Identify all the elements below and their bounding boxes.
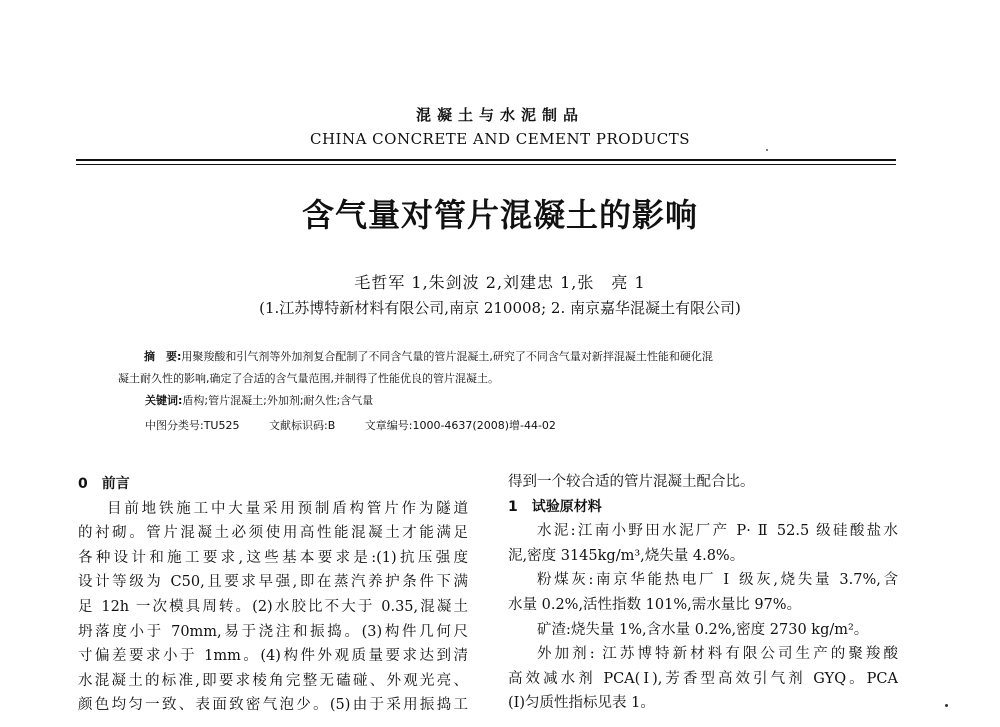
body-line: 的衬砌。管片混凝土必须使用高性能混凝土才能满足: [78, 525, 468, 542]
body-line: 设计等级为 C50,且要求早强,即在蒸汽养护条件下满: [78, 574, 468, 591]
body-line: 目前地铁施工中大量采用预制盾构管片作为隧道: [107, 500, 468, 517]
section-title: 试验原材料: [531, 498, 602, 515]
body-line: 寸偏差要求小于 1mm。(4)构件外观质量要求达到清: [78, 648, 468, 665]
document-code: 文献标识码:B: [268, 419, 336, 432]
section-number: 0: [78, 476, 88, 492]
article-title: 含气量对管片混凝土的影响: [301, 196, 698, 234]
keywords: [145, 392, 373, 408]
keywords-text: 盾构;管片混凝土;外加剂;耐久性;含气量: [182, 394, 374, 407]
body-line: 粉煤灰:南京华能热电厂 Ⅰ 级灰,烧失量 3.7%,含: [537, 572, 898, 589]
body-line: 水混凝土的标准,即要求棱角完整无磕碰、外观光亮、: [78, 672, 468, 689]
section-heading-0: [78, 472, 468, 497]
body-line: 外加剂: 江苏博特新材料有限公司生产的聚羧酸: [537, 646, 898, 663]
body-line: (Ⅰ)匀质性指标见表 1。: [508, 695, 655, 712]
abstract-line-2: 凝土耐久性的影响,确定了合适的含气量范围,并制得了性能优良的管片混凝土。: [118, 372, 499, 385]
affiliations: (1.江苏博特新材料有限公司,南京 210008; 2. 南京嘉华混凝土有限公司): [259, 299, 741, 317]
scan-speck: [766, 149, 768, 151]
scan-speck: [945, 704, 948, 707]
article-number: 文章编号:1000-4637(2008)增-44-02: [364, 419, 556, 432]
body-line: 矿渣:烧失量 1%,含水量 0.2%,密度 2730 kg/m²。: [537, 621, 869, 638]
journal-name-en: CHINA CONCRETE AND CEMENT PRODUCTS: [309, 130, 691, 148]
classification-line: [145, 417, 582, 433]
abstract-text-1: 用聚羧酸和引气剂等外加剂复合配制了不同含气量的管片混凝土,研究了不同含气量对新拌混凝土性能和硬化混: [181, 350, 713, 363]
author-list: 毛哲军 1,朱剑波 2,刘建忠 1,张 亮 1: [354, 273, 646, 292]
body-line: 颜色均匀一致、表面致密气泡少。(5)由于采用振捣工: [78, 697, 468, 714]
clc-number: 中图分类号:TU525: [145, 419, 240, 432]
left-column: [78, 472, 468, 718]
abstract: [118, 346, 880, 390]
header-rule-thick: [76, 159, 896, 161]
right-column: [508, 470, 898, 716]
body-line: 各种设计和施工要求,这些基本要求是:(1)抗压强度: [78, 549, 468, 566]
keywords-label: 关键词:: [145, 394, 183, 407]
journal-name-cn: 混凝土与水泥制品: [415, 106, 584, 124]
body-line: 得到一个较合适的管片混凝土配合比。: [508, 474, 755, 490]
header-rule-thin: [76, 164, 896, 165]
body-line: 足 12h 一次模具周转。(2)水胶比不大于 0.35,混凝土: [78, 598, 468, 615]
body-line: 水量 0.2%,活性指数 101%,需水量比 97%。: [508, 596, 802, 613]
section-number: 1: [508, 498, 518, 515]
body-line: 高效减水剂 PCA(Ⅰ),芳香型高效引气剂 GYQ。PCA: [508, 670, 898, 687]
abstract-line-1: [118, 346, 880, 368]
body-line: 坍落度小于 70mm,易于浇注和振捣。(3)构件几何尺: [78, 623, 468, 640]
body-line: 泥,密度 3145kg/m³,烧失量 4.8%。: [508, 547, 745, 564]
abstract-label: 摘 要:: [144, 350, 182, 363]
body-line: 水泥:江南小野田水泥厂产 P· Ⅱ 52.5 级硅酸盐水: [537, 523, 898, 540]
section-title: 前言: [101, 476, 130, 492]
section-heading-1: [508, 495, 898, 520]
